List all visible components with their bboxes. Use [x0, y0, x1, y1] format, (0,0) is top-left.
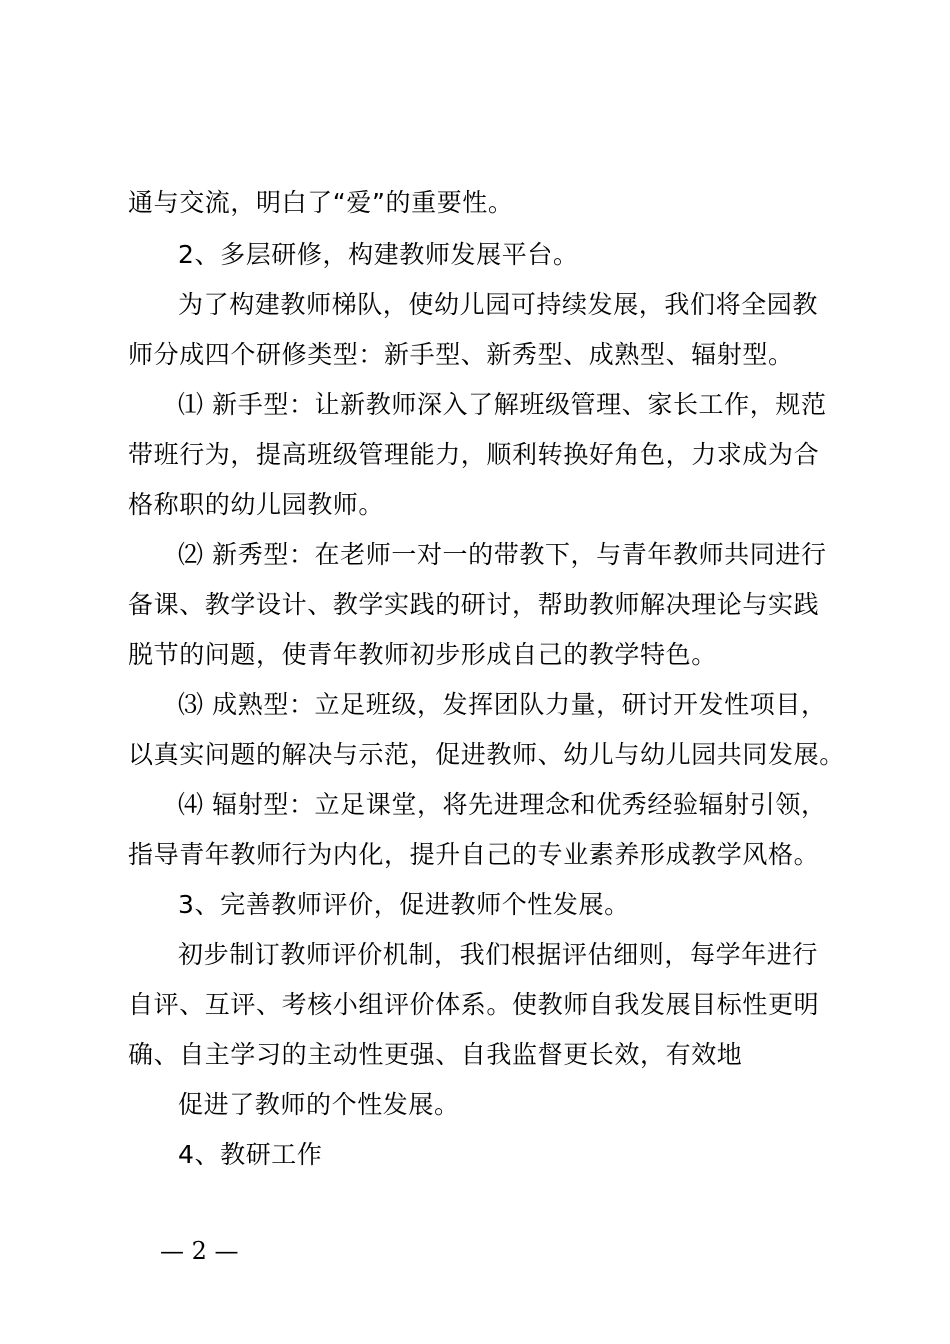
section-heading: 3、完善教师评价，促进教师个性发展。 — [178, 890, 630, 919]
text-line: 为了构建教师梯队，使幼儿园可持续发展，我们将全园教 — [178, 290, 819, 319]
list-item: ⑷ 辐射型：立足课堂，将先进理念和优秀经验辐射引领， — [178, 790, 827, 819]
list-item: ⑴ 新手型：让新教师深入了解班级管理、家长工作，规范 — [178, 390, 827, 419]
list-item: ⑶ 成熟型：立足班级，发挥团队力量，研讨开发性项目， — [178, 690, 827, 719]
text-line: 通与交流，明白了“爱”的重要性。 — [128, 188, 514, 217]
text-line: 带班行为，提高班级管理能力，顺利转换好角色，力求成为合 — [128, 440, 820, 469]
text-line: 初步制订教师评价机制，我们根据评估细则，每学年进行 — [178, 940, 819, 969]
list-item: ⑵ 新秀型：在老师一对一的带教下，与青年教师共同进行 — [178, 540, 827, 569]
text-line: 确、自主学习的主动性更强、自我监督更长效，有效地 — [128, 1040, 743, 1069]
text-line: 备课、教学设计、教学实践的研讨，帮助教师解决理论与实践 — [128, 590, 820, 619]
text-line: 促进了教师的个性发展。 — [178, 1090, 460, 1119]
section-heading: 2、多层研修，构建教师发展平台。 — [178, 240, 579, 269]
text-line: 师分成四个研修类型：新手型、新秀型、成熟型、辐射型。 — [128, 340, 794, 369]
page-number: — 2 — — [160, 1237, 239, 1265]
text-line: 自评、互评、考核小组评价体系。使教师自我发展目标性更明 — [128, 990, 820, 1019]
section-heading: 4、教研工作 — [178, 1140, 323, 1169]
text-line: 指导青年教师行为内化，提升自己的专业素养形成教学风格。 — [128, 840, 820, 869]
text-line: 格称职的幼儿园教师。 — [128, 490, 385, 519]
text-line: 脱节的问题，使青年教师初步形成自己的教学特色。 — [128, 640, 717, 669]
text-line: 以真实问题的解决与示范，促进教师、幼儿与幼儿园共同发展。 — [128, 740, 845, 769]
